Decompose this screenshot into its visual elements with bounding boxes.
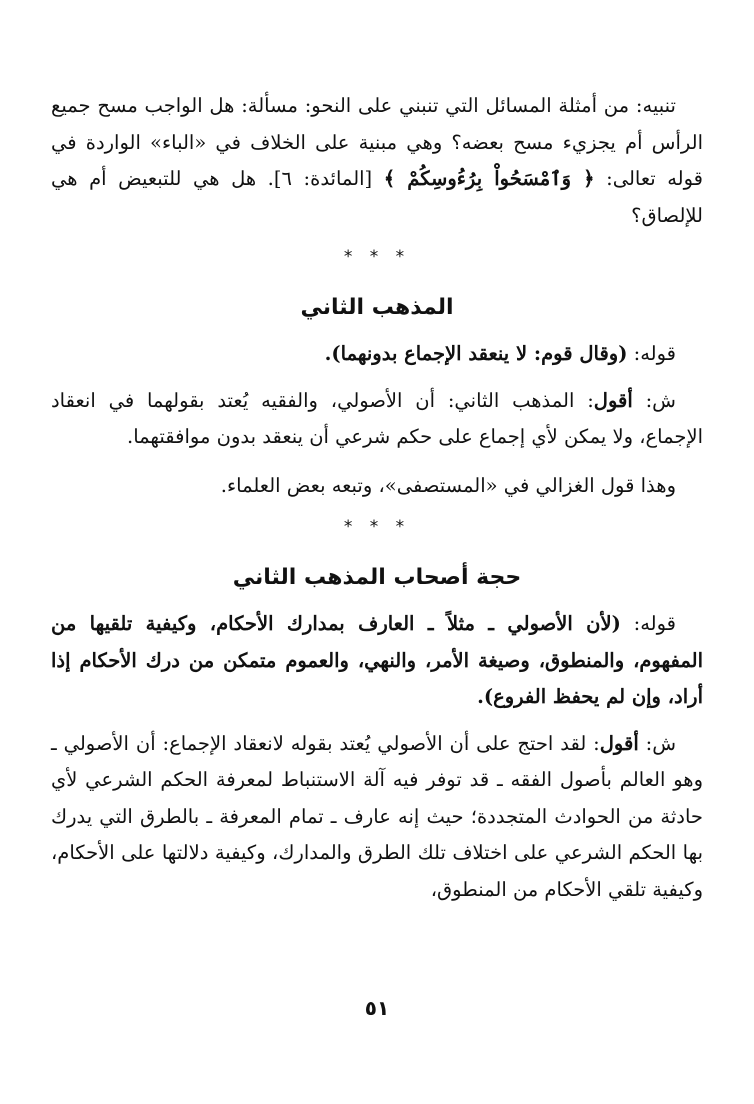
commentary-lead-3: ش: xyxy=(638,731,677,755)
quote-text-1: (وقال قوم: لا ينعقد الإجماع بدونهما). xyxy=(324,342,628,365)
quote-lead-2: قوله: xyxy=(620,612,676,635)
note-text-2: [المائدة: ٦]. هل هي للتبعيض أم هي للإلصاق؟ xyxy=(51,167,703,227)
quran-verse: ﴿ وَٱمْسَحُواْ بِرُءُوسِكُمْ ﴾ xyxy=(383,167,595,190)
body-paragraph-2: وهذا قول الغزالي في «المستصفى»، وتبعه بعض العلماء. xyxy=(220,473,676,497)
section-heading-1: المذهب الثاني xyxy=(300,295,454,320)
commentary-text-1: : المذهب الثاني: أن الأصولي، والفقيه يُعتد بقولهما في انعقاد الإجماع، ولا يمكن لأي إجماع على حكم شرعي أن ينعقد بدون موافقتهما. xyxy=(51,388,703,448)
note-text-1: من أمثلة المسائل التي تنبني على النحو: مسألة: هل الواجب مسح جميع الرأس أم يجزيء مسح بعضه؟ وهي مبنية على الخلاف في «الباء» الواردة في قوله تعالى: xyxy=(51,94,703,190)
commentary-paragraph-1 xyxy=(51,383,703,456)
commentary-lead-1: ش: xyxy=(632,388,676,412)
commentary-paragraph-3 xyxy=(51,726,703,909)
page-body xyxy=(51,88,703,908)
quote-paragraph-2 xyxy=(51,606,703,716)
section-separator-1: * * * xyxy=(343,247,411,267)
note-paragraph xyxy=(51,88,703,234)
quote-text-2: (لأن الأصولي ـ مثلاً ـ العارف بمدارك الأحكام، وكيفية تلقيها من المفهوم، والمنطوق، وصيغة الأمر، والنهي، والعموم متمكن من درك الأحكام إذا أراد، وإن لم يحفظ الفروع). xyxy=(51,612,703,708)
commentary-text-3: : لقد احتج على أن الأصولي يُعتد بقوله لانعقاد الإجماع: أن الأصولي ـ وهو العالم بأصول الفقه ـ قد توفر فيه آلة الاستنباط لمعرفة الحكم الشرعي لأي حادثة من الحوادث المتجددة؛ حيث إنه عارف ـ تمام المعرفة ـ بالطرق التي يدرك بها الحكم الشرعي على اختلاف تلك الطرق والمدارك، وكيفية دلالتها على الأحكام، وكيفية تلقي الأحكام من المنطوق، xyxy=(51,731,703,901)
commentary-bold-1: أقول xyxy=(593,388,633,412)
page-number: ٥١ xyxy=(364,996,390,1020)
quote-lead-1: قوله: xyxy=(627,342,676,365)
quote-paragraph-1 xyxy=(51,336,703,373)
note-lead: تنبيه: xyxy=(629,94,676,117)
section-heading-2: حجة أصحاب المذهب الثاني xyxy=(232,565,522,590)
section-separator-2: * * * xyxy=(343,517,411,537)
commentary-bold-3: أقول xyxy=(599,731,639,755)
